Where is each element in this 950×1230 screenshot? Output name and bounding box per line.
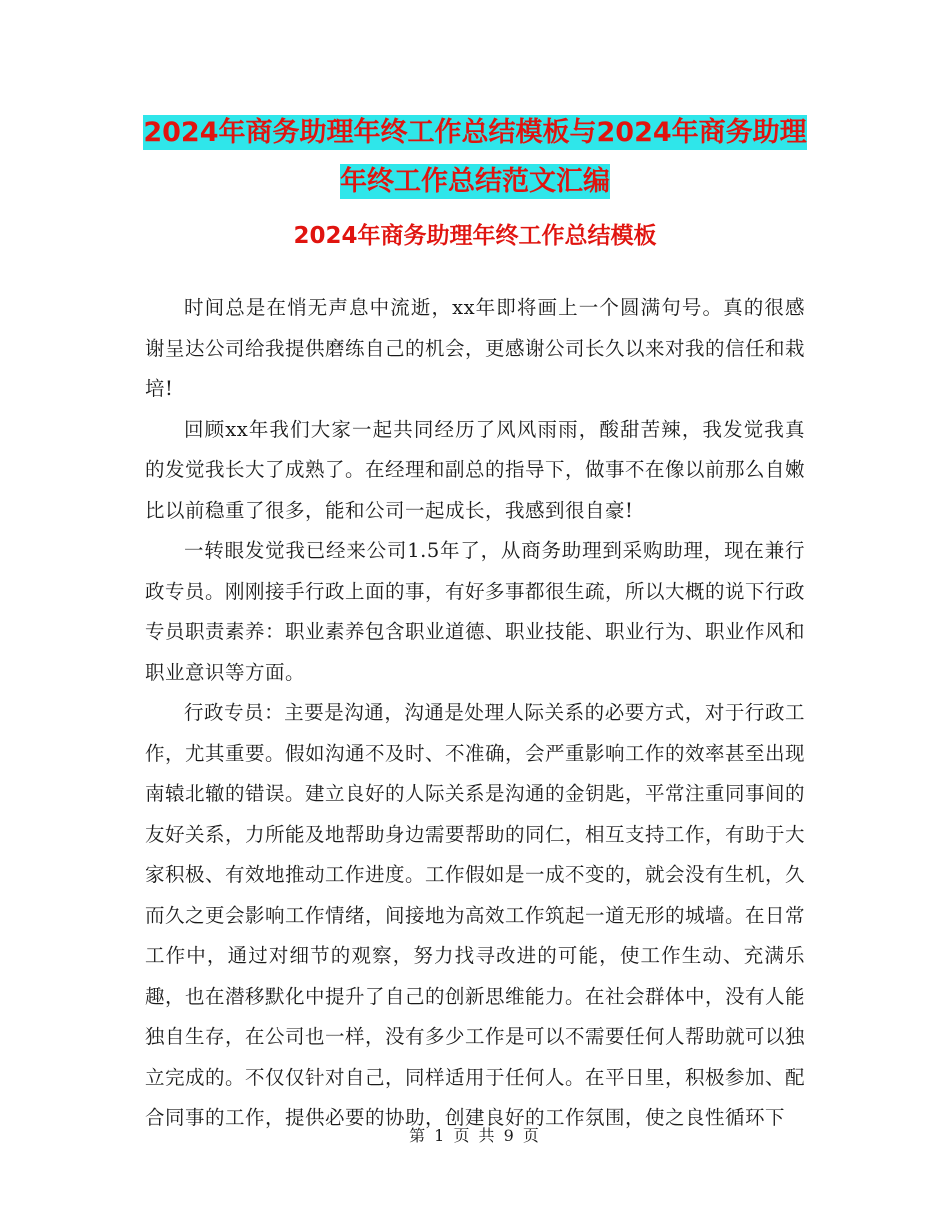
document-title (0, 108, 950, 206)
paragraph: 一转眼发觉我已经来公司1.5年了，从商务助理到采购助理，现在兼行政专员。刚刚接手行政上面的事，有好多事都很生疏，所以大概的说下行政专员职责素养：职业素养包含职业道德、职业技能、职业行为、职业作风和职业意识等方面。 (145, 539, 806, 684)
document-title-line-1: 2024年商务助理年终工作总结模板与2024年商务助理 (143, 117, 807, 148)
page-number-footer: 第 1 页 共 9 页 (409, 1126, 541, 1145)
paragraph: 时间总是在悄无声息中流逝，xx年即将画上一个圆满句号。真的很感谢呈达公司给我提供磨练自己的机会，更感谢公司长久以来对我的信任和栽培! (145, 296, 806, 400)
document-body (145, 288, 805, 1139)
document-title-line-2: 年终工作总结范文汇编 (340, 166, 610, 197)
paragraph: 行政专员：主要是沟通，沟通是处理人际关系的必要方式，对于行政工作，尤其重要。假如沟通不及时、不准确，会严重影响工作的效率甚至出现南辕北辙的错误。建立良好的人际关系是沟通的金钥匙，平常注重同事间的友好关系，力所能及地帮助身边需要帮助的同仁，相互支持工作，有助于大家积极、有效地推动工作进度。工作假如是一成不变的，就会没有生机，久而久之更会影响工作情绪，间接地为高效工作筑起一道无形的城墙。在日常工作中，通过对细节的观察，努力找寻改进的可能，使工作生动、充满乐趣，也在潜移默化中提升了自己的创新思维能力。在社会群体中，没有人能独自生存，在公司也一样，没有多少工作是可以不需要任何人帮助就可以独立完成的。不仅仅针对自己，同样适用于任何人。在平日里，积极参加、配合同事的工作，提供必要的协助，创建良好的工作氛围，使之良性循环下 (145, 701, 806, 1129)
section-title: 2024年商务助理年终工作总结模板 (293, 223, 657, 249)
paragraph: 回顾xx年我们大家一起共同经历了风风雨雨，酸甜苦辣，我发觉我真的发觉我长大了成熟了。在经理和副总的指导下，做事不在像以前那么自嫩比以前稳重了很多，能和公司一起成长，我感到很自豪! (145, 417, 806, 522)
